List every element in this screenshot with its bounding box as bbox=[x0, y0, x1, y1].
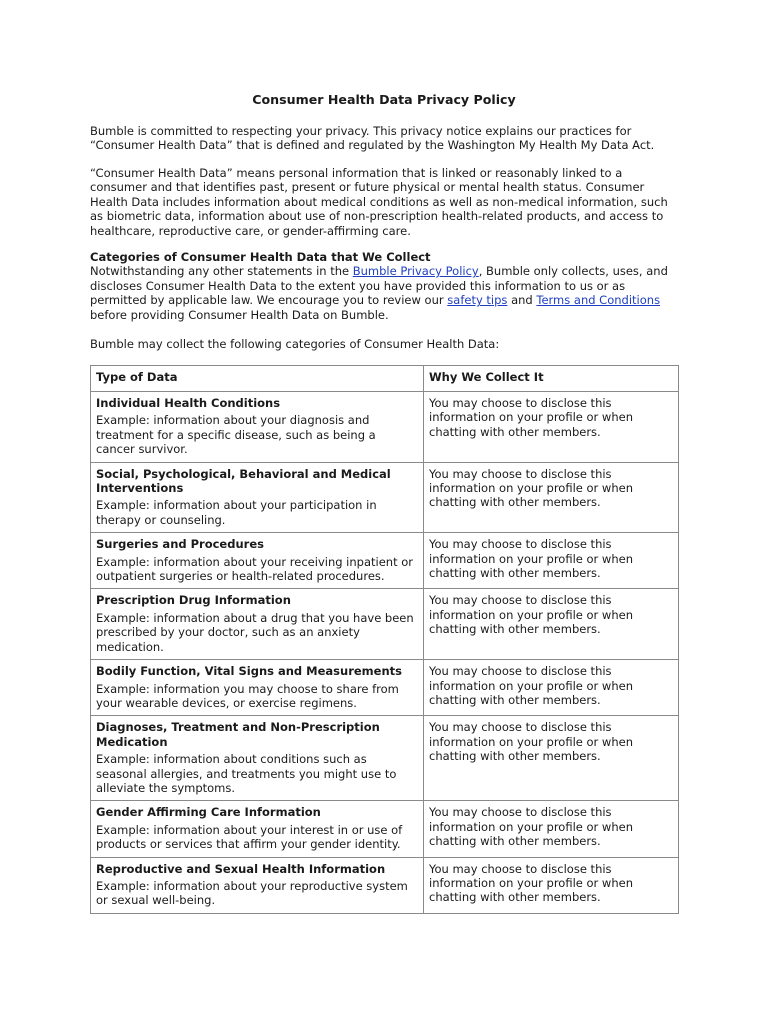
intro-paragraph: Bumble is committed to respecting your privacy. This privacy notice explains our practices for “Consumer Health Data” that is defined and regulated by the Washington My Health My Data Act. bbox=[90, 124, 655, 153]
category-name: Bodily Function, Vital Signs and Measurements bbox=[96, 664, 402, 679]
type-of-data-cell bbox=[91, 660, 424, 716]
table-row bbox=[91, 462, 679, 533]
category-name: Reproductive and Sexual Health Information bbox=[96, 861, 386, 876]
type-of-data-cell bbox=[91, 533, 424, 589]
table-row bbox=[91, 589, 679, 660]
why-we-collect-cell: You may choose to disclose this information on your profile or when chatting with other members. bbox=[424, 392, 679, 463]
category-example: Example: information about your interest in or use of products or services that affirm your gender identity. bbox=[96, 822, 403, 852]
type-of-data-cell bbox=[91, 716, 424, 801]
table-row bbox=[91, 392, 679, 463]
table-row bbox=[91, 801, 679, 857]
section-text-2: , Bumble only collects, uses, and discloses Consumer Health Data to the extent you have provided this information to us or as permitted by applicable law. We encourage you to review our bbox=[90, 264, 668, 308]
type-of-data-cell bbox=[91, 857, 424, 913]
type-of-data-cell bbox=[91, 462, 424, 533]
safety-tips-link[interactable]: safety tips bbox=[447, 293, 508, 308]
privacy-policy-link[interactable]: Bumble Privacy Policy bbox=[352, 264, 479, 279]
category-example: Example: information you may choose to share from your wearable devices, or exercise regimens. bbox=[96, 681, 399, 710]
list-intro-paragraph: Bumble may collect the following categories of Consumer Health Data: bbox=[90, 337, 500, 351]
table-row bbox=[91, 857, 679, 913]
section-text-3: and bbox=[507, 293, 537, 308]
category-name: Individual Health Conditions bbox=[96, 396, 281, 410]
why-we-collect-cell: You may choose to disclose this information on your profile or when chatting with other members. bbox=[424, 462, 679, 533]
category-example: Example: information about a drug that you have been prescribed by your doctor, such as an anxiety medication. bbox=[96, 610, 414, 654]
header-why-we-collect: Why We Collect It bbox=[424, 366, 679, 392]
type-of-data-cell bbox=[91, 801, 424, 857]
why-we-collect-cell: You may choose to disclose this information on your profile or when chatting with other members. bbox=[424, 660, 679, 716]
category-example: Example: information about your receiving inpatient or outpatient surgeries or health-related procedures. bbox=[96, 554, 414, 584]
category-name: Social, Psychological, Behavioral and Medical Interventions bbox=[96, 466, 391, 496]
category-name: Diagnoses, Treatment and Non-Prescription Medication bbox=[96, 720, 380, 749]
table-row bbox=[91, 660, 679, 716]
why-we-collect-cell: You may choose to disclose this information on your profile or when chatting with other members. bbox=[424, 589, 679, 660]
type-of-data-cell bbox=[91, 392, 424, 463]
table-body bbox=[91, 392, 679, 914]
why-we-collect-cell: You may choose to disclose this information on your profile or when chatting with other members. bbox=[424, 716, 679, 801]
terms-and-conditions-link[interactable]: Terms and Conditions bbox=[536, 293, 661, 308]
section-text-4: before providing Consumer Health Data on Bumble. bbox=[90, 307, 389, 322]
section-text-1: Notwithstanding any other statements in the bbox=[90, 264, 353, 279]
header-type-of-data: Type of Data bbox=[91, 366, 424, 392]
table-header-row bbox=[91, 366, 679, 392]
definition-paragraph: “Consumer Health Data” means personal information that is linked or reasonably linked to a consumer and that identifies past, present or future physical or mental health status. Consumer Health Data includes information about medical conditions as well as non-medical information, such as biometric data, information about use of non-prescription health-related products, and access to healthcare, reproductive care, or gender-affirming care. bbox=[90, 166, 668, 238]
section-heading: Categories of Consumer Health Data that We Collect bbox=[90, 250, 431, 264]
category-example: Example: information about your reproductive system or sexual well-being. bbox=[96, 878, 408, 908]
health-data-table bbox=[90, 365, 679, 914]
table-row bbox=[91, 716, 679, 801]
table-row bbox=[91, 533, 679, 589]
why-we-collect-cell: You may choose to disclose this information on your profile or when chatting with other members. bbox=[424, 801, 679, 857]
category-example: Example: information about your diagnosis and treatment for a specific disease, such as being a cancer survivor. bbox=[96, 413, 376, 457]
page-title: Consumer Health Data Privacy Policy bbox=[252, 92, 516, 107]
category-example: Example: information about conditions such as seasonal allergies, and treatments you might use to alleviate the symptoms. bbox=[96, 752, 397, 795]
category-name: Gender Affirming Care Information bbox=[96, 805, 321, 820]
categories-section bbox=[90, 250, 682, 322]
why-we-collect-cell: You may choose to disclose this information on your profile or when chatting with other members. bbox=[424, 533, 679, 589]
category-example: Example: information about your participation in therapy or counseling. bbox=[96, 498, 377, 527]
why-we-collect-cell: You may choose to disclose this information on your profile or when chatting with other members. bbox=[424, 857, 679, 913]
category-name: Surgeries and Procedures bbox=[96, 537, 264, 552]
type-of-data-cell bbox=[91, 589, 424, 660]
category-name: Prescription Drug Information bbox=[96, 593, 291, 608]
